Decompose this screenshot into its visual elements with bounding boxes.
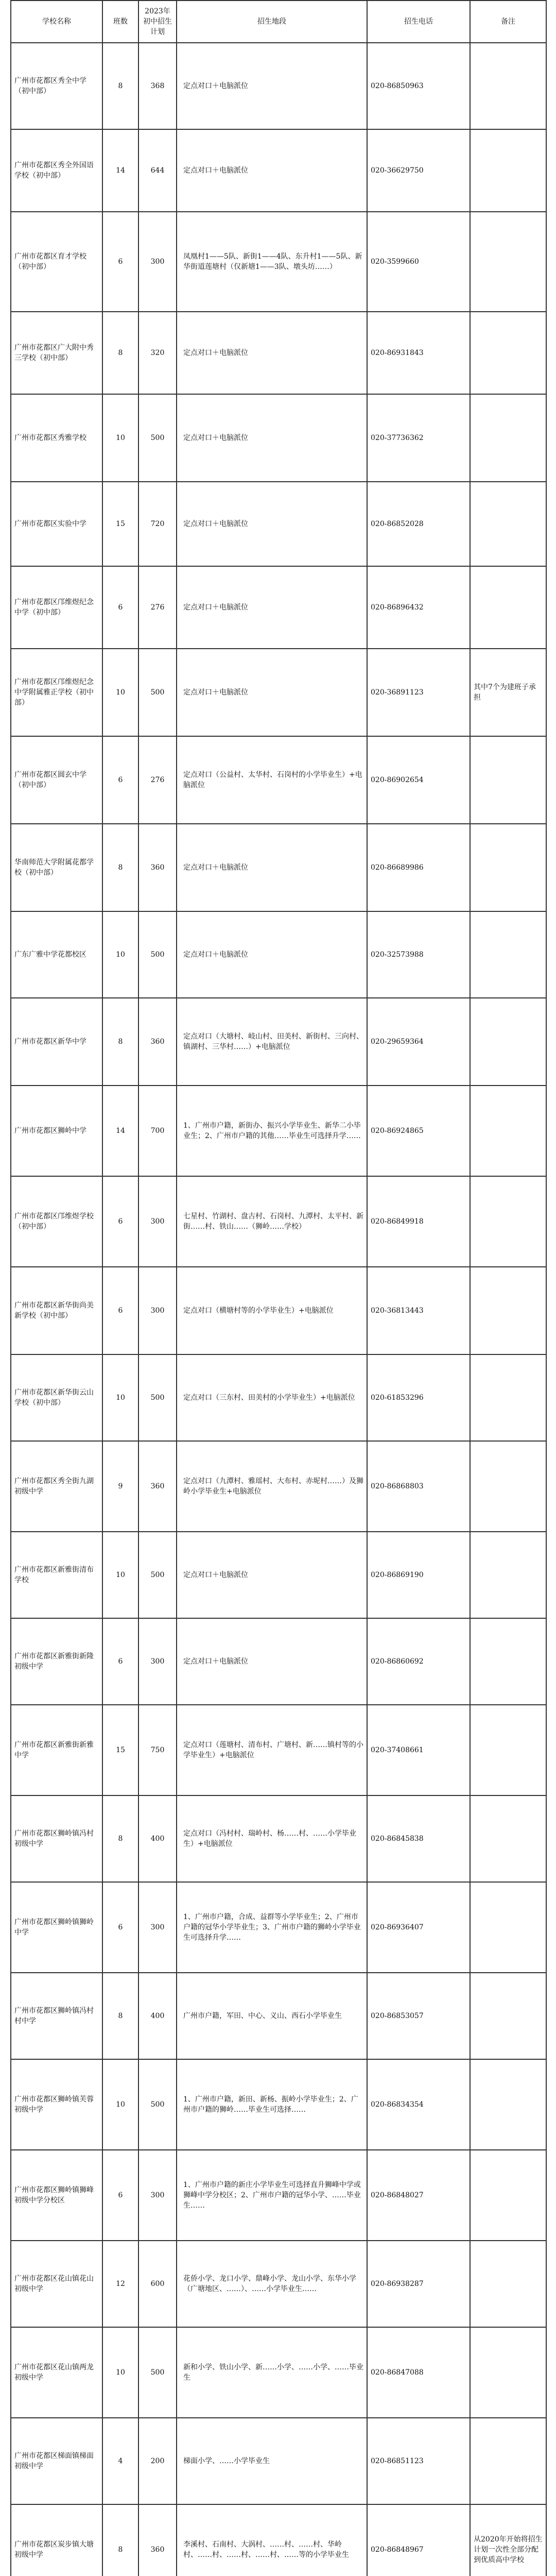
cell-plan-count: 300 (138, 1267, 177, 1354)
cell-note (470, 566, 546, 649)
cell-phone: 020-3599660 (367, 212, 470, 312)
cell-plan-count: 500 (138, 1354, 177, 1441)
cell-note (470, 43, 546, 129)
table-row (11, 1973, 546, 2059)
cell-note (470, 2327, 546, 2418)
table-row (11, 1795, 546, 1882)
header-plan: 2023年初中招生计划 (138, 1, 177, 43)
cell-school-name: 广州市花都区秀全外国语学校（初中部） (11, 129, 102, 212)
header-class-count: 班数 (102, 1, 138, 43)
cell-school-name: 广州市花都区狮岭中学 (11, 1086, 102, 1176)
cell-school-name: 广州市花都区新雅街新隆初级中学 (11, 1618, 102, 1705)
header-school-name: 学校名称 (11, 1, 102, 43)
cell-phone: 020-86848967 (367, 2504, 470, 2576)
cell-plan-count: 500 (138, 394, 177, 482)
cell-note (470, 1441, 546, 1532)
table-row (11, 1441, 546, 1532)
cell-area: 定点对口＋电脑派位 (177, 482, 367, 566)
cell-school-name: 广州市花都区育才学校（初中部） (11, 212, 102, 312)
cell-note (470, 1973, 546, 2059)
table-row (11, 482, 546, 566)
cell-note (470, 911, 546, 998)
cell-area: 凤凰村1——5队、新街1——4队、东升村1——5队、新华街道莲塘村（仅新塘1——3队、墩头坊……） (177, 212, 367, 312)
cell-area: 定点对口（大塘村、岐山村、田美村、新街村、三向村、镇湖村、三华村……）+电脑派位 (177, 998, 367, 1086)
header-note: 备注 (470, 1, 546, 43)
table-row (11, 129, 546, 212)
cell-phone: 020-86847088 (367, 2327, 470, 2418)
cell-phone: 020-86938287 (367, 2241, 470, 2327)
cell-phone: 020-37408661 (367, 1705, 470, 1795)
cell-school-name: 广州市花都区新华中学 (11, 998, 102, 1086)
cell-note (470, 2150, 546, 2241)
cell-area: 定点对口＋电脑派位 (177, 43, 367, 129)
cell-phone: 020-86852028 (367, 482, 470, 566)
cell-phone: 020-32573988 (367, 911, 470, 998)
cell-area: 定点对口（莲塘村、清布村、广塘村、新……镇村等的小学毕业生）+电脑派位 (177, 1705, 367, 1795)
cell-plan-count: 500 (138, 2327, 177, 2418)
cell-area: 定点对口（九潭村、雅瑶村、大布村、赤坭村……）及狮岭小学毕业生+电脑派位 (177, 1441, 367, 1532)
table-row (11, 736, 546, 824)
cell-phone: 020-86849918 (367, 1176, 470, 1267)
cell-area: 定点对口＋电脑派位 (177, 394, 367, 482)
table-row (11, 212, 546, 312)
table-row (11, 1267, 546, 1354)
table-row (11, 43, 546, 129)
cell-note: 从2020年开始将招生计划一次性全部分配到优质高中学校 (470, 2504, 546, 2576)
cell-plan-count: 360 (138, 2504, 177, 2576)
cell-phone: 020-86850963 (367, 43, 470, 129)
cell-plan-count: 644 (138, 129, 177, 212)
table-row (11, 1532, 546, 1618)
cell-note (470, 1267, 546, 1354)
cell-note (470, 1705, 546, 1795)
cell-area: 花侨小学、龙口小学、鼎峰小学、龙山小学、东华小学（广塘地区、……）、……小学毕业生…… (177, 2241, 367, 2327)
cell-class-count: 6 (102, 1267, 138, 1354)
cell-phone: 020-86689986 (367, 824, 470, 911)
cell-plan-count: 750 (138, 1705, 177, 1795)
cell-class-count: 6 (102, 2150, 138, 2241)
cell-phone: 020-36891123 (367, 649, 470, 736)
cell-school-name: 广州市花都区狮岭镇冯村初级中学 (11, 1795, 102, 1882)
cell-note (470, 394, 546, 482)
cell-note (470, 1618, 546, 1705)
cell-phone: 020-86902654 (367, 736, 470, 824)
cell-class-count: 12 (102, 2241, 138, 2327)
table-row (11, 2504, 546, 2576)
table-row (11, 2241, 546, 2327)
cell-class-count: 9 (102, 1441, 138, 1532)
cell-plan-count: 360 (138, 998, 177, 1086)
cell-phone: 020-86931843 (367, 312, 470, 394)
header-row (11, 1, 546, 43)
cell-school-name: 广州市花都区秀全中学（初中部） (11, 43, 102, 129)
cell-class-count: 6 (102, 212, 138, 312)
cell-plan-count: 300 (138, 2150, 177, 2241)
cell-area: 李溪村、石南村、大涡村、……村、……村、华岭村、……村、……村、……村、……等的小学毕业生 (177, 2504, 367, 2576)
cell-phone: 020-86848027 (367, 2150, 470, 2241)
cell-class-count: 8 (102, 312, 138, 394)
cell-school-name: 广东广雅中学花都校区 (11, 911, 102, 998)
cell-phone: 020-86853057 (367, 1973, 470, 2059)
table-row (11, 2150, 546, 2241)
cell-class-count: 10 (102, 2059, 138, 2150)
cell-note (470, 212, 546, 312)
cell-class-count: 6 (102, 736, 138, 824)
cell-class-count: 6 (102, 566, 138, 649)
table-row (11, 911, 546, 998)
cell-note (470, 824, 546, 911)
cell-area: 定点对口＋电脑派位 (177, 1618, 367, 1705)
cell-area: 七星村、竹湖村、盘古村、石岗村、九潭村、太平村、新街……村、铁山……（狮岭……学校） (177, 1176, 367, 1267)
cell-class-count: 6 (102, 1176, 138, 1267)
header-area: 招生地段 (177, 1, 367, 43)
cell-plan-count: 300 (138, 1176, 177, 1267)
cell-phone: 020-86845838 (367, 1795, 470, 1882)
table-row (11, 1882, 546, 1973)
cell-phone: 020-36813443 (367, 1267, 470, 1354)
cell-plan-count: 700 (138, 1086, 177, 1176)
cell-class-count: 14 (102, 1086, 138, 1176)
table-row (11, 566, 546, 649)
table-row (11, 1086, 546, 1176)
cell-area: 广州市户籍，军田、中心、义山、西石小学毕业生 (177, 1973, 367, 2059)
cell-note (470, 2241, 546, 2327)
cell-class-count: 6 (102, 1618, 138, 1705)
cell-plan-count: 720 (138, 482, 177, 566)
cell-school-name: 广州市花都区新雅街清布学校 (11, 1532, 102, 1618)
cell-school-name: 广州市花都区花山镇两龙初级中学 (11, 2327, 102, 2418)
cell-area: 定点对口（冯村村、瑞岭村、杨……村、……小学毕业生）+电脑派位 (177, 1795, 367, 1882)
cell-area: 1、广州市户籍，合成、益群等小学毕业生；2、广州市户籍的冠华小学毕业生；3、广州市户籍的狮岭小学毕业生可选择升学…… (177, 1882, 367, 1973)
cell-class-count: 8 (102, 824, 138, 911)
table-row (11, 1705, 546, 1795)
cell-school-name: 广州市花都区狮岭镇狮峰初级中学分校区 (11, 2150, 102, 2241)
cell-area: 定点对口（横塘村等的小学毕业生）+电脑派位 (177, 1267, 367, 1354)
cell-class-count: 15 (102, 1705, 138, 1795)
cell-note (470, 1354, 546, 1441)
cell-note (470, 1176, 546, 1267)
cell-phone: 020-86851123 (367, 2418, 470, 2504)
cell-plan-count: 276 (138, 736, 177, 824)
table-row (11, 312, 546, 394)
table-row (11, 2418, 546, 2504)
cell-school-name: 广州市花都区秀全街九湖初级中学 (11, 1441, 102, 1532)
cell-school-name: 广州市花都区狮岭镇狮岭中学 (11, 1882, 102, 1973)
cell-school-name: 广州市花都区新华街云山学校（初中部） (11, 1354, 102, 1441)
cell-phone: 020-86834354 (367, 2059, 470, 2150)
cell-area: 梯面小学、……小学毕业生 (177, 2418, 367, 2504)
cell-note (470, 736, 546, 824)
cell-phone: 020-86869190 (367, 1532, 470, 1618)
cell-plan-count: 400 (138, 1973, 177, 2059)
table-row (11, 2327, 546, 2418)
cell-note (470, 1882, 546, 1973)
cell-area: 定点对口＋电脑派位 (177, 649, 367, 736)
cell-plan-count: 400 (138, 1795, 177, 1882)
cell-class-count: 15 (102, 482, 138, 566)
cell-phone: 020-86868803 (367, 1441, 470, 1532)
cell-plan-count: 500 (138, 2059, 177, 2150)
cell-school-name: 广州市花都区狮岭镇冯村村中学 (11, 1973, 102, 2059)
cell-plan-count: 300 (138, 1882, 177, 1973)
cell-phone: 020-86924865 (367, 1086, 470, 1176)
cell-school-name: 广州市花都区邝维煜纪念中学（初中部） (11, 566, 102, 649)
table-row (11, 824, 546, 911)
cell-school-name: 广州市花都区梯面镇梯面初级中学 (11, 2418, 102, 2504)
cell-area: 新和小学、铁山小学、新……小学、……小学、……毕业生 (177, 2327, 367, 2418)
cell-class-count: 10 (102, 1354, 138, 1441)
cell-phone: 020-37736362 (367, 394, 470, 482)
cell-class-count: 6 (102, 1882, 138, 1973)
cell-class-count: 10 (102, 911, 138, 998)
cell-note (470, 129, 546, 212)
cell-note (470, 1795, 546, 1882)
cell-school-name: 广州市花都区圆玄中学（初中部） (11, 736, 102, 824)
cell-plan-count: 500 (138, 1532, 177, 1618)
cell-class-count: 10 (102, 394, 138, 482)
cell-area: 1、广州市户籍，新街办、振兴小学毕业生、新华二小毕业生；2、广州市户籍的其他……毕业生可选择升学…… (177, 1086, 367, 1176)
cell-plan-count: 368 (138, 43, 177, 129)
cell-class-count: 10 (102, 649, 138, 736)
cell-class-count: 4 (102, 2418, 138, 2504)
cell-phone: 020-36629750 (367, 129, 470, 212)
cell-school-name: 广州市花都区秀雅学校 (11, 394, 102, 482)
cell-plan-count: 500 (138, 649, 177, 736)
cell-class-count: 8 (102, 998, 138, 1086)
cell-school-name: 广州市花都区广大附中秀三学校（初中部） (11, 312, 102, 394)
cell-phone: 020-61853296 (367, 1354, 470, 1441)
enrollment-table (10, 0, 547, 2576)
cell-note (470, 482, 546, 566)
cell-school-name: 广州市花都区实验中学 (11, 482, 102, 566)
cell-class-count: 10 (102, 1532, 138, 1618)
cell-phone: 020-29659364 (367, 998, 470, 1086)
cell-note (470, 2059, 546, 2150)
cell-plan-count: 200 (138, 2418, 177, 2504)
cell-class-count: 10 (102, 2327, 138, 2418)
cell-note (470, 1532, 546, 1618)
cell-area: 定点对口＋电脑派位 (177, 566, 367, 649)
cell-area: 定点对口＋电脑派位 (177, 824, 367, 911)
cell-area: 定点对口（公益村、太华村、石岗村的小学毕业生）+电脑派位 (177, 736, 367, 824)
cell-plan-count: 500 (138, 911, 177, 998)
cell-plan-count: 600 (138, 2241, 177, 2327)
table-row (11, 649, 546, 736)
cell-area: 定点对口＋电脑派位 (177, 312, 367, 394)
table-row (11, 998, 546, 1086)
cell-note (470, 312, 546, 394)
cell-note (470, 2418, 546, 2504)
cell-plan-count: 300 (138, 1618, 177, 1705)
table-row (11, 394, 546, 482)
cell-class-count: 8 (102, 1973, 138, 2059)
cell-area: 定点对口＋电脑派位 (177, 1532, 367, 1618)
cell-class-count: 14 (102, 129, 138, 212)
cell-class-count: 8 (102, 1795, 138, 1882)
cell-school-name: 广州市花都区狮岭镇芙蓉初级中学 (11, 2059, 102, 2150)
table-row (11, 1618, 546, 1705)
cell-school-name: 华南师范大学附属花都学校（初中部） (11, 824, 102, 911)
cell-phone: 020-86860692 (367, 1618, 470, 1705)
cell-school-name: 广州市花都区炭步镇大塘初级中学 (11, 2504, 102, 2576)
cell-class-count: 8 (102, 2504, 138, 2576)
cell-school-name: 广州市花都区新雅街新雅中学 (11, 1705, 102, 1795)
cell-plan-count: 360 (138, 1441, 177, 1532)
cell-note: 其中7个为建班子承担 (470, 649, 546, 736)
table-row (11, 2059, 546, 2150)
cell-school-name: 广州市花都区新华街尚美新学校（初中部） (11, 1267, 102, 1354)
cell-phone: 020-86896432 (367, 566, 470, 649)
cell-area: 1、广州市户籍，新田、新杨、振岭小学毕业生；2、广州市户籍的狮岭……毕业生可选择…… (177, 2059, 367, 2150)
cell-note (470, 1086, 546, 1176)
cell-class-count: 8 (102, 43, 138, 129)
cell-phone: 020-86936407 (367, 1882, 470, 1973)
cell-plan-count: 320 (138, 312, 177, 394)
cell-school-name: 广州市花都区邝维煜纪念中学附属雅正学校（初中部） (11, 649, 102, 736)
cell-plan-count: 300 (138, 212, 177, 312)
table-row (11, 1176, 546, 1267)
cell-plan-count: 276 (138, 566, 177, 649)
cell-area: 定点对口（三东村、田美村的小学毕业生）+电脑派位 (177, 1354, 367, 1441)
cell-area: 1、广州市户籍的新庄小学毕业生可选择直升狮峰中学或狮峰中学分校区；2、广州市户籍的冠华小学、……毕业生…… (177, 2150, 367, 2241)
cell-note (470, 998, 546, 1086)
cell-school-name: 广州市花都区邝维煜学校（初中部） (11, 1176, 102, 1267)
cell-area: 定点对口＋电脑派位 (177, 129, 367, 212)
cell-area: 定点对口＋电脑派位 (177, 911, 367, 998)
cell-plan-count: 360 (138, 824, 177, 911)
cell-school-name: 广州市花都区花山镇花山初级中学 (11, 2241, 102, 2327)
header-phone: 招生电话 (367, 1, 470, 43)
table-row (11, 1354, 546, 1441)
